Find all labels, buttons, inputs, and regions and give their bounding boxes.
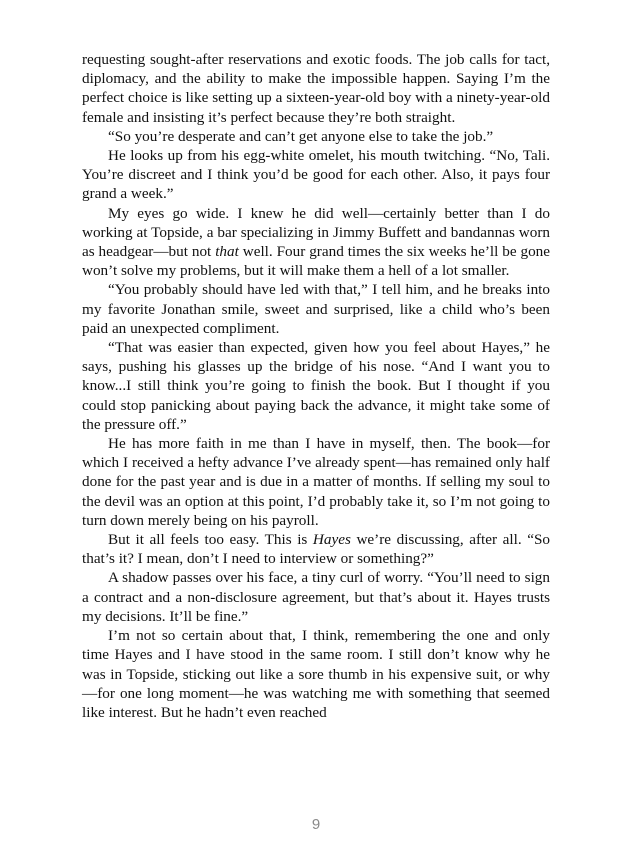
paragraph: I’m not so certain about that, I think, remembering the one and only time Hayes and I have stood in the same room. I still don’t know why he was in Topside, sticking out like a sore thumb in his expensive suit, or why—for one long moment—he was watching me with something that seemed like interest. But he hadn’t even reached	[82, 627, 550, 721]
paragraph-text: But it all feels too easy. This is	[108, 531, 313, 549]
paragraph	[82, 204, 550, 281]
page-number: 9	[311, 816, 321, 833]
page-body	[82, 50, 550, 722]
paragraph-text: well. Four grand times the six weeks he’ll be gone won’t solve my problems, but it will make them a hell of a lot smaller.	[82, 243, 550, 280]
paragraph: A shadow passes over his face, a tiny curl of worry. “You’ll need to sign a contract and a non-disclosure agreement, but that’s about it. Hayes trusts my decisions. It’ll be fine.”	[82, 569, 550, 625]
paragraph: “You probably should have led with that,” I tell him, and he breaks into my favorite Jonathan smile, sweet and surprised, like a child who’s been paid an unexpected compliment.	[82, 281, 550, 337]
paragraph-text: we’re discussing, after all. “So that’s it? I mean, don’t I need to interview or something?”	[82, 531, 550, 568]
paragraph: “That was easier than expected, given how you feel about Hayes,” he says, pushing his glasses up the bridge of his nose. “And I want you to know...I still think you’re going to finish the book. But I thought if you could stop panicking about paying back the advance, it might take some of the pressure off.”	[82, 339, 550, 433]
paragraph: requesting sought-after reservations and exotic foods. The job calls for tact, diplomacy, and the ability to make the impossible happen. Saying I’m the perfect choice is like setting up a sixteen-year-old boy with a ninety-year-old female and insisting it’s perfect because they’re both straight.	[82, 51, 550, 126]
paragraph	[82, 530, 550, 568]
emphasis: Hayes	[312, 531, 351, 549]
paragraph-text: My eyes go wide. I knew he did well—certainly better than I do working at Topside, a bar specializing in Jimmy Buffett and bandannas worn as headgear—but not	[82, 204, 550, 261]
emphasis: that	[215, 243, 239, 261]
paragraph: He has more faith in me than I have in myself, then. The book—for which I received a hefty advance I’ve already spent—has remained only half done for the past year and is due in a matter of months. If selling my soul to the devil was an option at this point, I’d probably take it, so I’m not going to turn down merely being on his payroll.	[82, 435, 550, 529]
paragraph: “So you’re desperate and can’t get anyone else to take the job.”	[108, 127, 494, 145]
paragraph: He looks up from his egg-white omelet, his mouth twitching. “No, Tali. You’re discreet and I think you’d be good for each other. Also, it pays four grand a week.”	[82, 147, 550, 203]
